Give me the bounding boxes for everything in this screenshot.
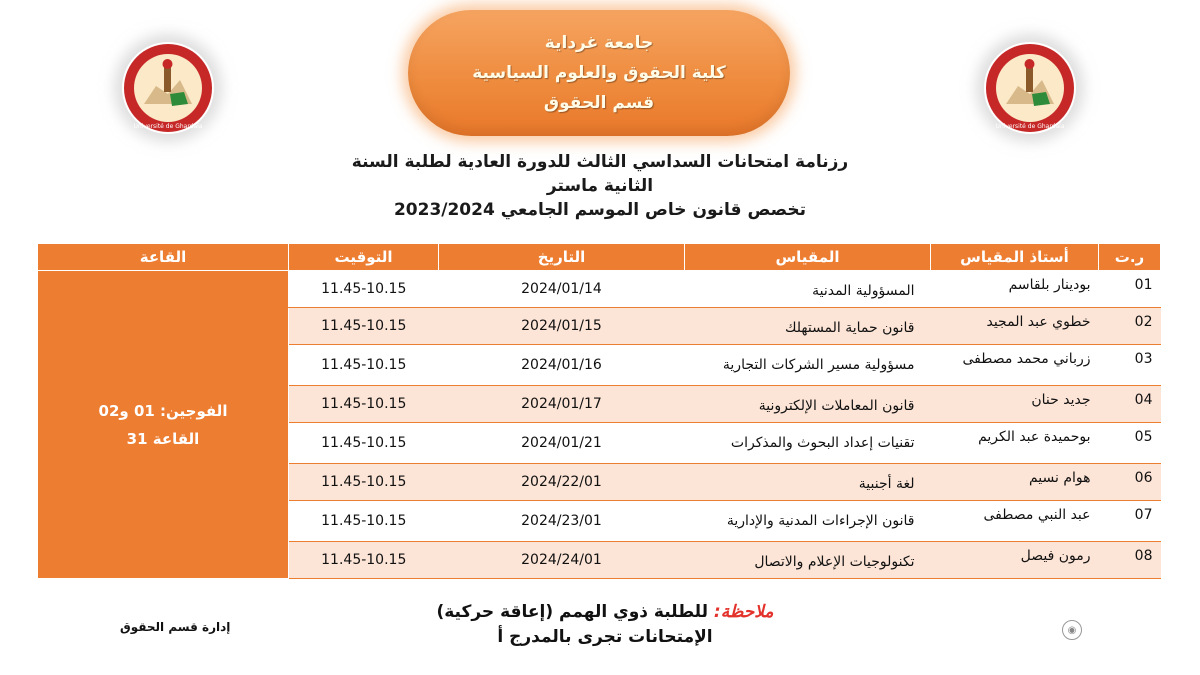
row-time: 11.45-10.15: [289, 501, 439, 542]
room-groups: الفوجين: 01 و02: [98, 401, 228, 420]
row-date: 2024/23/01: [439, 501, 685, 542]
row-teacher: بوحميدة عبد الكريم: [931, 423, 1099, 464]
header-time: التوقيت: [289, 244, 439, 271]
row-time: 11.45-10.15: [289, 308, 439, 345]
row-date: 2024/01/14: [439, 271, 685, 308]
header-date: التاريخ: [439, 244, 685, 271]
department-administration: إدارة قسم الحقوق: [120, 620, 231, 634]
table-row: [38, 271, 1161, 308]
table-header-row: [38, 244, 1161, 271]
row-time: 11.45-10.15: [289, 542, 439, 579]
header-banner: [408, 10, 790, 136]
row-number: 01: [1099, 271, 1161, 308]
faculty-name: كلية الحقوق والعلوم السياسية: [472, 63, 726, 83]
row-teacher: بودينار بلقاسم: [931, 271, 1099, 308]
note-block: [395, 600, 815, 650]
row-number: 02: [1099, 308, 1161, 345]
row-subject: قانون حماية المستهلك: [685, 308, 931, 345]
row-number: 03: [1099, 345, 1161, 386]
row-teacher: هوام نسيم: [931, 464, 1099, 501]
row-subject: تقنيات إعداد البحوث والمذكرات: [685, 423, 931, 464]
header-subject: المقياس: [685, 244, 931, 271]
room-cell: [38, 271, 289, 579]
svg-text:Université de Ghardaïa: Université de Ghardaïa: [133, 123, 203, 130]
row-date: 2024/01/17: [439, 386, 685, 423]
row-number: 04: [1099, 386, 1161, 423]
university-logo-left: [122, 42, 214, 134]
row-subject: لغة أجنبية: [685, 464, 931, 501]
row-teacher: رمون فيصل: [931, 542, 1099, 579]
row-date: 2024/01/21: [439, 423, 685, 464]
title-line-3: تخصص قانون خاص الموسم الجامعي 2023/2024: [393, 200, 807, 220]
svg-text:Université de Ghardaïa: Université de Ghardaïa: [995, 123, 1065, 130]
university-name: جامعة غرداية: [544, 33, 654, 53]
row-date: 2024/24/01: [439, 542, 685, 579]
row-number: 05: [1099, 423, 1161, 464]
document-title: [320, 150, 880, 222]
header-number: ر.ت: [1099, 244, 1161, 271]
row-subject: قانون المعاملات الإلكترونية: [685, 386, 931, 423]
department-name: قسم الحقوق: [543, 93, 655, 113]
university-logo-right: [984, 42, 1076, 134]
row-time: 11.45-10.15: [289, 464, 439, 501]
title-line-2: الثانية ماستر: [546, 176, 654, 196]
row-time: 11.45-10.15: [289, 386, 439, 423]
note-label: ملاحظة:: [713, 602, 774, 622]
room-number: القاعة 31: [126, 429, 200, 448]
row-subject: المسؤولية المدنية: [685, 271, 931, 308]
row-subject: مسؤولية مسير الشركات التجارية: [685, 345, 931, 386]
row-date: 2024/01/15: [439, 308, 685, 345]
row-number: 07: [1099, 501, 1161, 542]
note-text-1: للطلبة ذوي الهمم (إعاقة حركية): [436, 602, 708, 622]
exam-schedule-table: [37, 243, 1161, 579]
header-teacher: أستاذ المقياس: [931, 244, 1099, 271]
row-teacher: عبد النبي مصطفى: [931, 501, 1099, 542]
title-line-1: رزنامة امتحانات السداسي الثالث للدورة العادية لطلبة السنة: [351, 152, 849, 172]
header-room: القاعة: [38, 244, 289, 271]
row-teacher: خطوي عبد المجيد: [931, 308, 1099, 345]
row-time: 11.45-10.15: [289, 423, 439, 464]
row-number: 08: [1099, 542, 1161, 579]
row-teacher: جديد حنان: [931, 386, 1099, 423]
note-line-1: [395, 600, 815, 625]
screenshot-icon[interactable]: ◉: [1062, 620, 1082, 640]
row-time: 11.45-10.15: [289, 271, 439, 308]
row-teacher: زرباني محمد مصطفى: [931, 345, 1099, 386]
row-time: 11.45-10.15: [289, 345, 439, 386]
note-text-2: الإمتحانات تجرى بالمدرج أ: [497, 627, 713, 647]
row-number: 06: [1099, 464, 1161, 501]
row-date: 2024/01/16: [439, 345, 685, 386]
row-subject: تكنولوجيات الإعلام والاتصال: [685, 542, 931, 579]
row-subject: قانون الإجراءات المدنية والإدارية: [685, 501, 931, 542]
row-date: 2024/22/01: [439, 464, 685, 501]
